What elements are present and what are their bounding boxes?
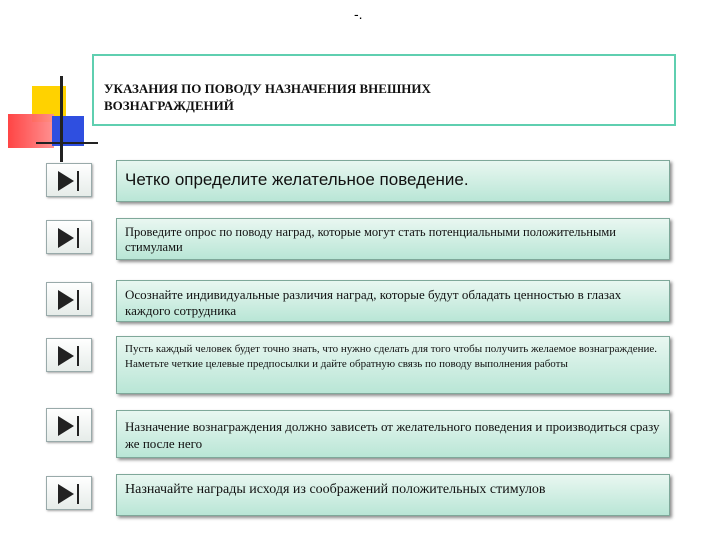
- list-item-3[interactable]: [116, 280, 670, 322]
- logo-vertical-line: [60, 76, 63, 162]
- play-next-icon: [58, 484, 74, 504]
- play-next-icon-bar: [77, 416, 79, 436]
- row-3-button[interactable]: [46, 282, 92, 316]
- row-6-button[interactable]: [46, 476, 92, 510]
- play-next-icon-bar: [77, 346, 79, 366]
- decorative-logo: [8, 76, 98, 166]
- list-item-5-text: Назначение вознаграждения должно зависеть от желательного поведения и производиться сразу же после него: [125, 419, 660, 451]
- title-line-1: УКАЗАНИЯ ПО ПОВОДУ НАЗНАЧЕНИЯ ВНЕШНИХ: [104, 81, 431, 96]
- list-item-4-text: Пусть каждый человек будет точно знать, что нужно сделать для того чтобы получить желаемое вознаграждение. Наметьте четкие целевые предпосылки и дайте обратную связь по поводу выполнения работы: [125, 343, 657, 370]
- play-next-icon: [58, 416, 74, 436]
- play-next-icon-bar: [77, 290, 79, 310]
- play-next-icon-bar: [77, 228, 79, 248]
- play-next-icon-bar: [77, 484, 79, 504]
- title-box: [92, 54, 676, 126]
- play-next-icon: [58, 346, 74, 366]
- page-title: [104, 80, 544, 114]
- play-next-icon: [58, 228, 74, 248]
- play-next-icon-bar: [77, 171, 79, 191]
- row-5-button[interactable]: [46, 408, 92, 442]
- row-1-button[interactable]: [46, 163, 92, 197]
- title-line-2: ВОЗНАГРАЖДЕНИЙ: [104, 98, 234, 113]
- play-next-icon: [58, 290, 74, 310]
- list-item-3-text: Осознайте индивидуальные различия наград, которые будут обладать ценностью в глазах каждого сотрудника: [125, 287, 622, 318]
- list-item-4[interactable]: [116, 336, 670, 394]
- list-item-6-text: Назначайте награды исходя из соображений положительных стимулов: [125, 482, 546, 497]
- header-mark: -.: [354, 6, 363, 22]
- list-item-1[interactable]: [116, 160, 670, 202]
- row-2-button[interactable]: [46, 220, 92, 254]
- list-item-1-text: Четко определите желательное поведение.: [125, 170, 469, 189]
- logo-horizontal-line: [36, 142, 98, 144]
- list-item-2-text: Проведите опрос по поводу наград, которые могут стать потенциальными положительными стимулами: [125, 225, 616, 254]
- play-next-icon: [58, 171, 74, 191]
- list-item-6[interactable]: [116, 474, 670, 516]
- row-4-button[interactable]: [46, 338, 92, 372]
- list-item-5[interactable]: [116, 410, 670, 458]
- list-item-2[interactable]: [116, 218, 670, 260]
